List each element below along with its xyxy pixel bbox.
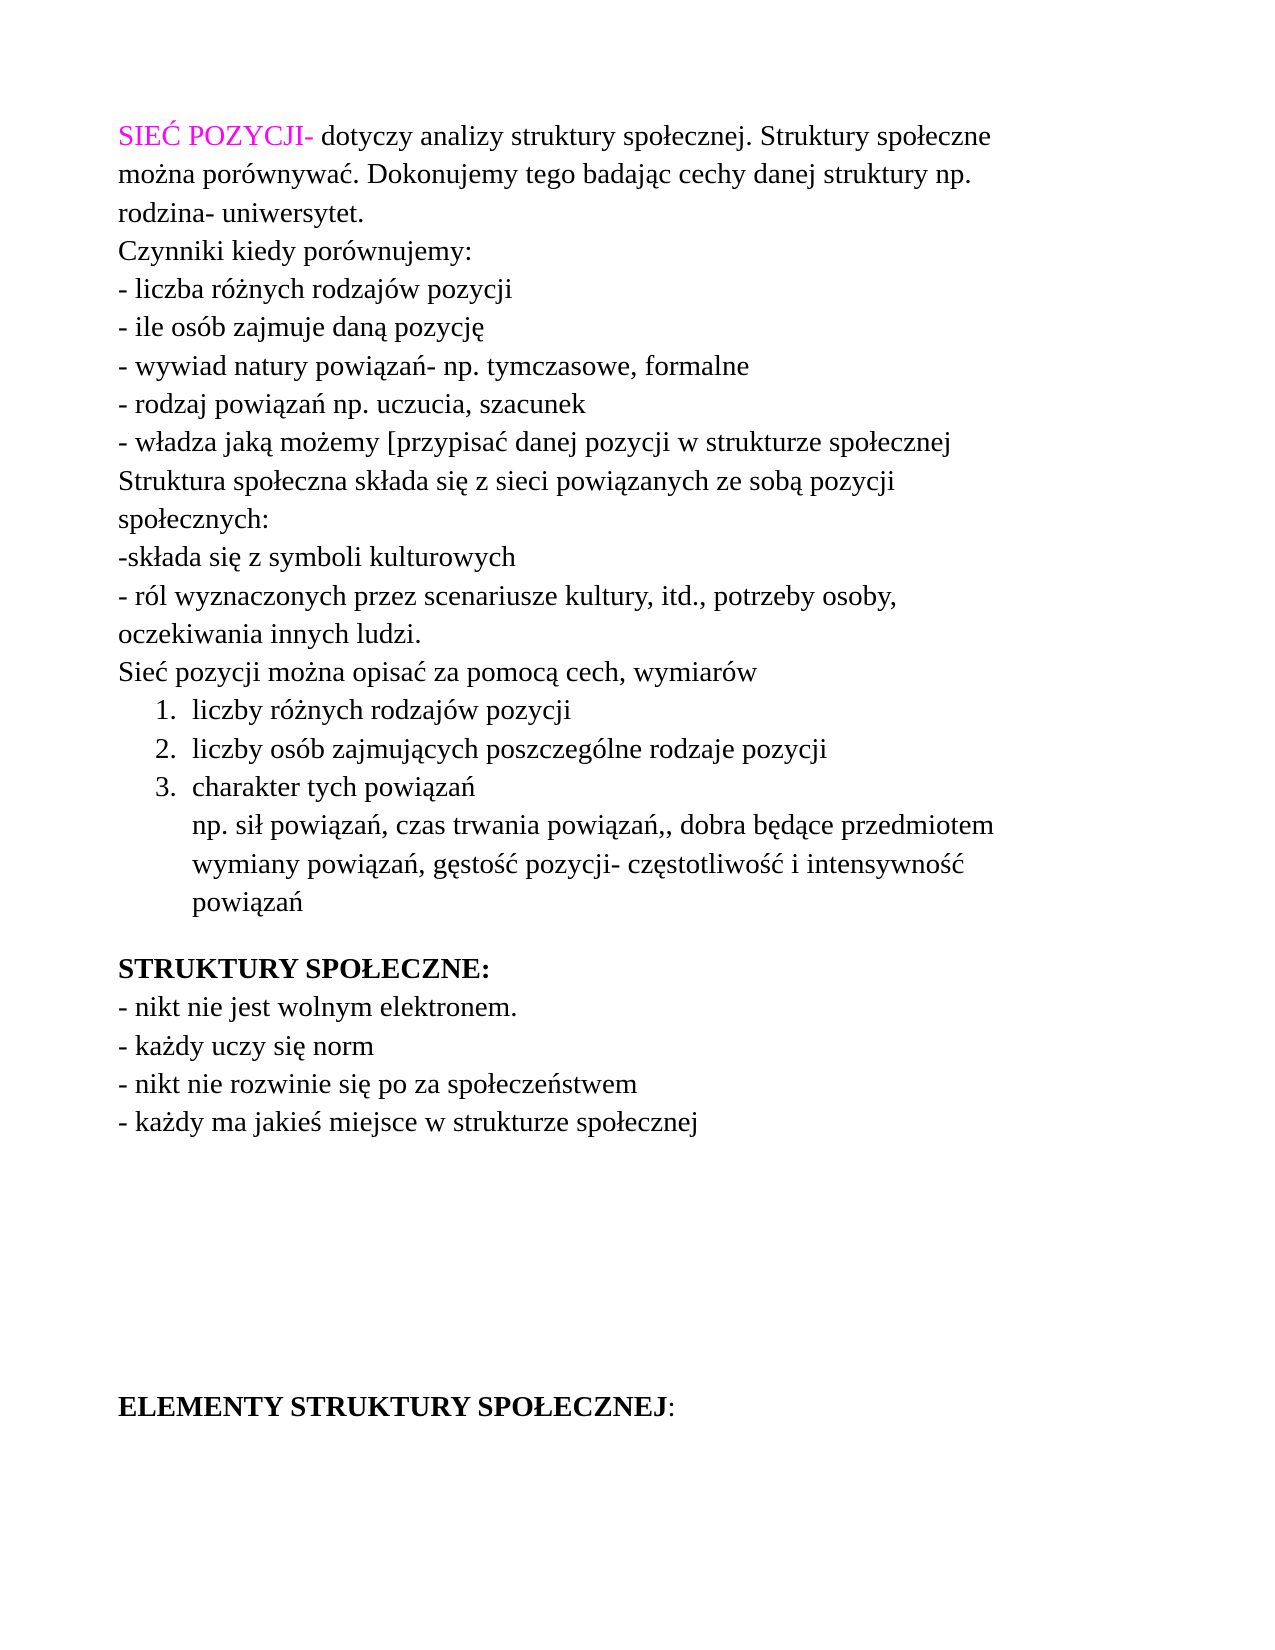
- term-siec-pozycji: SIEĆ POZYCJI-: [118, 120, 314, 152]
- intro-line: rodzina- uniwersytet.: [118, 196, 365, 229]
- paragraph-line: społecznych:: [118, 502, 270, 535]
- section-siec-pozycji: [118, 117, 1178, 921]
- bullet-line: - liczba różnych rodzajów pozycji: [118, 273, 513, 306]
- list-item-text: liczby osób zajmujących poszczególne rodzaje pozycji: [192, 732, 828, 765]
- list-continuation-line: wymiany powiązań, gęstość pozycji- częstotliwość i intensywność: [192, 847, 965, 880]
- intro-line: można porównywać. Dokonujemy tego badając cechy danej struktury np.: [118, 158, 972, 191]
- list-item-text: charakter tych powiązań: [192, 771, 476, 804]
- list-number: 2.: [155, 732, 177, 765]
- list-item: [118, 730, 1178, 768]
- bullet-line: - wywiad natury powiązań- np. tymczasowe, formalne: [118, 349, 750, 382]
- list-continuation-line: np. sił powiązań, czas trwania powiązań,, dobra będące przedmiotem: [192, 809, 995, 842]
- intro-rest: dotyczy analizy struktury społecznej. Struktury społeczne: [313, 120, 992, 152]
- bullet-line: - rodzaj powiązań np. uczucia, szacunek: [118, 388, 586, 421]
- list-item: [118, 768, 1178, 806]
- bullet-line: - każdy ma jakieś miejsce w strukturze społecznej: [118, 1106, 699, 1139]
- list-number: 1.: [155, 694, 177, 727]
- intro-line-1: [118, 117, 1178, 155]
- list-item-text: liczby różnych rodzajów pozycji: [192, 694, 572, 727]
- bullet-line: - władza jaką możemy [przypisać danej pozycji w strukturze społecznej: [118, 426, 952, 459]
- paragraph-line: Sieć pozycji można opisać za pomocą cech, wymiarów: [118, 656, 758, 689]
- section-elementy: [118, 1388, 1178, 1426]
- bullet-line: - ile osób zajmuje daną pozycję: [118, 311, 485, 344]
- list-number: 3.: [155, 771, 177, 804]
- bullet-line: - ról wyznaczonych przez scenariusze kultury, itd., potrzeby osoby,: [118, 579, 897, 612]
- bullet-line: - nikt nie rozwinie się po za społeczeństwem: [118, 1067, 638, 1100]
- list-continuation-line: powiązań: [192, 885, 304, 918]
- bullet-line: -składa się z symboli kulturowych: [118, 541, 516, 574]
- bullet-line: - każdy uczy się norm: [118, 1029, 375, 1062]
- heading-colon: :: [667, 1391, 676, 1423]
- section-heading: STRUKTURY SPOŁECZNE:: [118, 953, 491, 985]
- section-heading-line: [118, 1388, 1178, 1426]
- list-item: [118, 691, 1178, 729]
- intro-line: Czynniki kiedy porównujemy:: [118, 234, 473, 267]
- paragraph-line: Struktura społeczna składa się z sieci powiązanych ze sobą pozycji: [118, 464, 896, 497]
- dimensions-list: [118, 691, 1178, 806]
- paragraph-line: oczekiwania innych ludzi.: [118, 617, 422, 650]
- bullet-line: - nikt nie jest wolnym elektronem.: [118, 991, 518, 1024]
- section-heading: ELEMENTY STRUKTURY SPOŁECZNEJ: [118, 1391, 668, 1423]
- section-struktury-spoleczne: [118, 950, 1178, 1141]
